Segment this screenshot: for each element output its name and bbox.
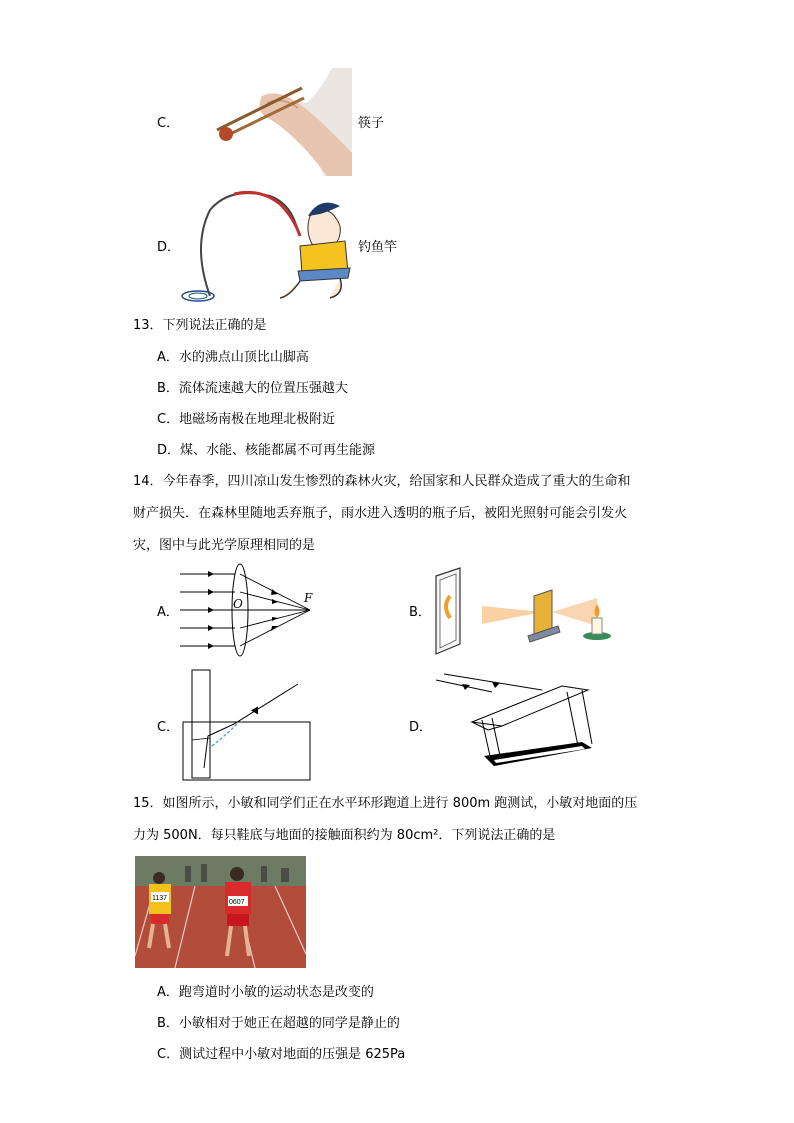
chopsticks-photo xyxy=(212,68,352,176)
q12-option-c-letter: C． xyxy=(157,116,180,131)
q12-option-d-letter: D． xyxy=(157,240,181,255)
q15-stem-line-1: 15．如图所示，小敏和同学们正在水平环形跑道上进行 800m 跑测试，小敏对地面的压 xyxy=(133,796,638,811)
q13-option-b: B．流体流速越大的位置压强越大 xyxy=(157,381,348,396)
q14-stem-line-2: 财产损失．在森林里随地丢弃瓶子，雨水进入透明的瓶子后，被阳光照射可能会引发火 xyxy=(133,506,628,521)
q12-option-d-caption: 钓鱼竿 xyxy=(358,240,398,255)
q14-stem-line-1: 14．今年春季，四川凉山发生惨烈的森林火灾，给国家和人民群众造成了重大的生命和 xyxy=(133,474,631,489)
q14-option-b-letter: B． xyxy=(409,605,431,620)
q13-option-a: A．水的沸点山顶比山脚高 xyxy=(157,350,309,365)
focus-label: F xyxy=(304,591,313,605)
refraction-diagram xyxy=(182,668,312,782)
q12-option-c-caption: 筷子 xyxy=(358,116,385,131)
q15-option-b: B．小敏相对于她正在超越的同学是静止的 xyxy=(157,1016,400,1031)
prism-dispersion-diagram xyxy=(432,670,604,776)
pinhole-imaging-diagram xyxy=(432,566,622,658)
q13-option-d: D．煤、水能、核能都属不可再生能源 xyxy=(157,443,376,458)
q13-option-c: C．地磁场南极在地理北极附近 xyxy=(157,412,336,427)
bib-number-right: 0607 xyxy=(229,899,245,906)
lens-center-label: O xyxy=(233,597,243,611)
running-track-photo xyxy=(135,856,306,968)
q13-stem: 13．下列说法正确的是 xyxy=(133,318,267,333)
q15-option-a: A．跑弯道时小敏的运动状态是改变的 xyxy=(157,985,374,1000)
convex-lens-diagram xyxy=(180,562,320,662)
bib-number-left: 1137 xyxy=(152,895,168,902)
q15-option-c: C．测试过程中小敏对地面的压强是 625Pa xyxy=(157,1047,406,1062)
q15-stem-line-2: 力为 500N．每只鞋底与地面的接触面积约为 80cm²．下列说法正确的是 xyxy=(133,828,556,843)
q14-stem-line-3: 灾，图中与此光学原理相同的是 xyxy=(133,538,316,553)
q14-option-c-letter: C． xyxy=(157,720,180,735)
fishing-rod-cartoon xyxy=(180,186,350,304)
q14-option-a-letter: A． xyxy=(157,605,179,620)
q14-option-d-letter: D． xyxy=(409,720,433,735)
